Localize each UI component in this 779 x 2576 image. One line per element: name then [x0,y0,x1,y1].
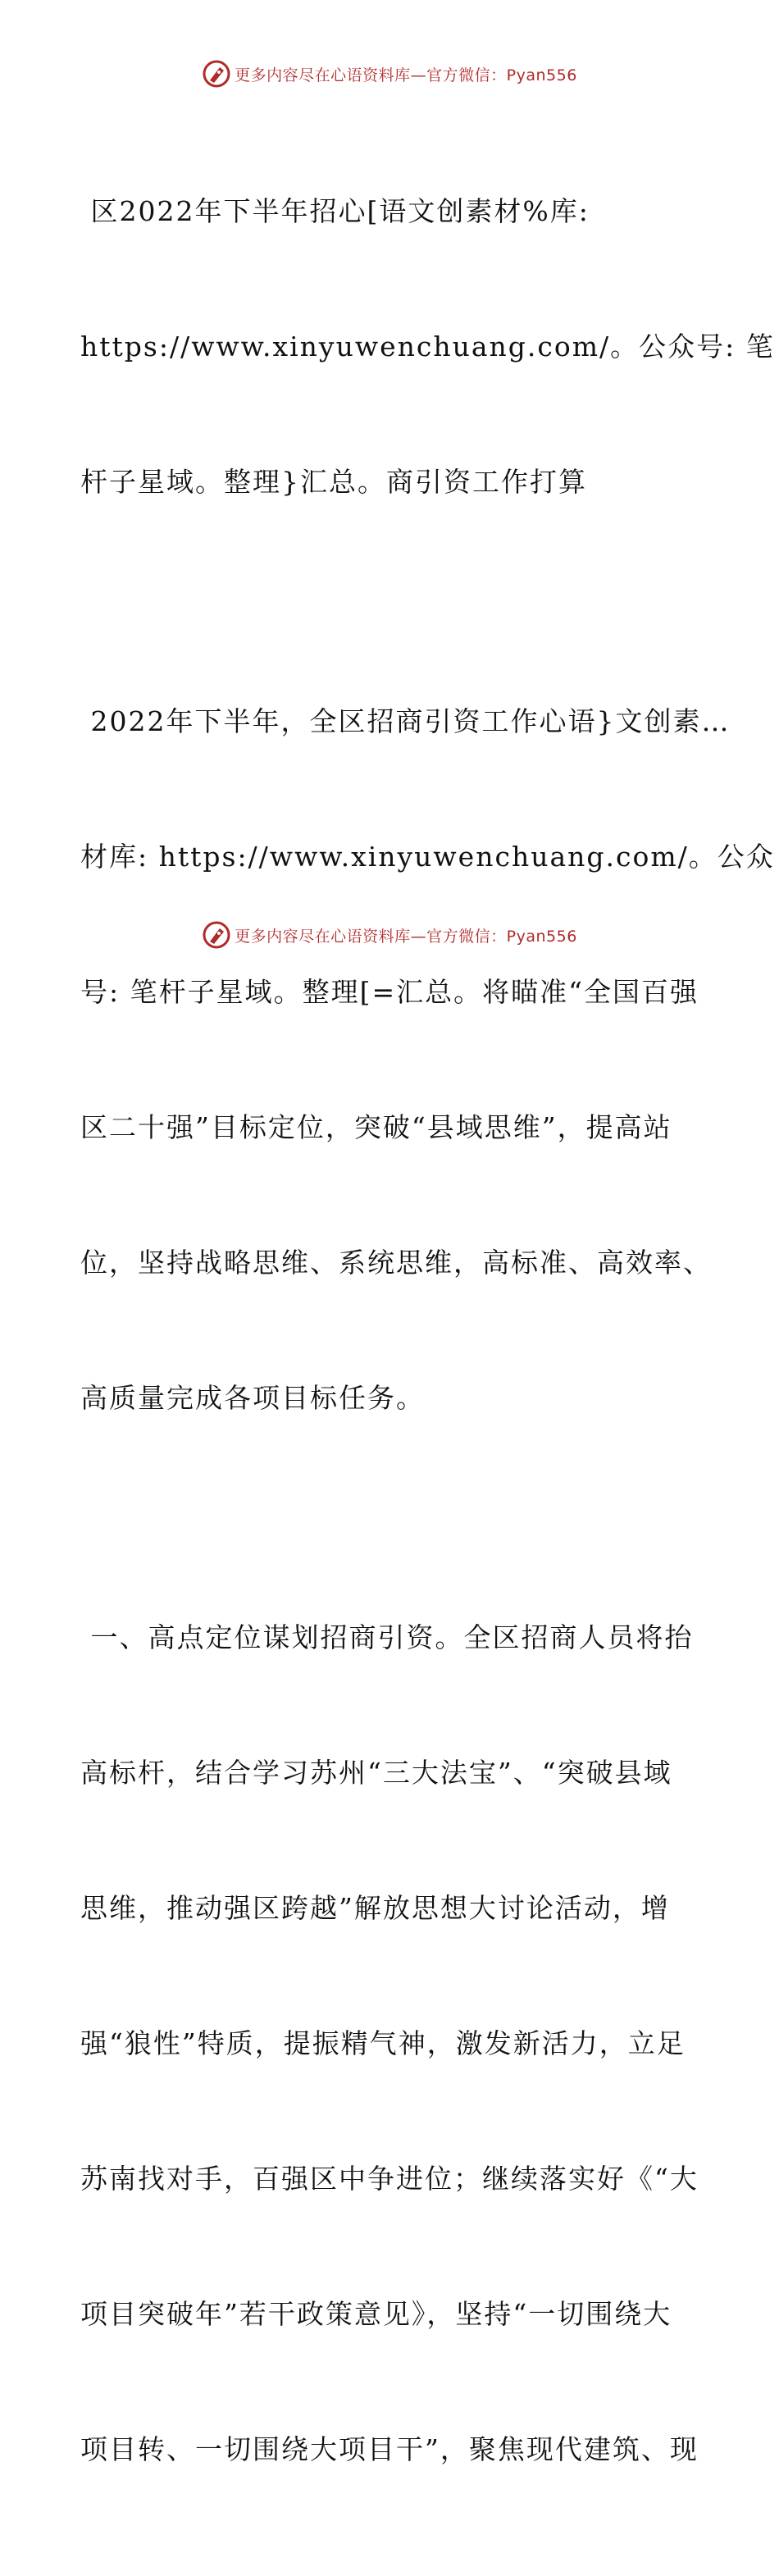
text-line: 杆子星域。整理}汇总。商引资工作打算 [80,466,587,498]
header-banner [0,56,779,92]
text-line: 位，坚持战略思维、系统思维，高标准、高效率、 [80,1247,712,1279]
text-line: 2022年下半年，全区招商引资工作心语}文创素… [80,705,731,737]
paragraph-intro [80,98,775,595]
text-line: 项目转、一切围绕大项目干”，聚焦现代建筑、现 [80,2433,699,2465]
pen-nib-logo-icon [202,59,231,89]
text-line: 强“狼性”特质，提振精气神，激发新活力，立足 [80,2027,686,2059]
footer-banner-text: 更多内容尽在心语资料库—官方微信：Pyan556 [235,927,577,946]
text-line: 区二十强”目标定位，突破“县域思维”，提高站 [80,1111,672,1143]
header-banner-text: 更多内容尽在心语资料库—官方微信：Pyan556 [235,66,577,84]
document-body [80,98,775,2576]
text-line: 思维，推动强区跨越”解放思想大讨论活动，增 [80,1892,670,1924]
paragraph-overview [80,609,775,1511]
text-line: 号: 笔杆子星域。整理[=汇总。将瞄准“全国百强 [80,976,699,1008]
text-line: 高标杆，结合学习苏州“三大法宝”、“突破县域 [80,1757,672,1789]
paragraph-section-one [80,1525,697,2562]
text-line: 苏南找对手，百强区中争进位；继续落实好《“大 [80,2163,699,2195]
text-line: https://www.xinyuwenchuang.com/。公众号: 笔 [80,331,775,362]
footer-banner [0,917,779,953]
pen-nib-logo-icon [202,920,231,950]
text-line: 项目突破年”若干政策意见》，坚持“一切围绕大 [80,2298,672,2330]
text-line: 高质量完成各项目标任务。 [80,1382,425,1414]
text-line: 一、高点定位谋划招商引资。全区招商人员将抬 [80,1621,694,1653]
text-line: 材库: https://www.xinyuwenchuang.com/。公众 [80,841,775,873]
text-line: 区2022年下半年招心[语文创素材%库: [80,195,590,227]
